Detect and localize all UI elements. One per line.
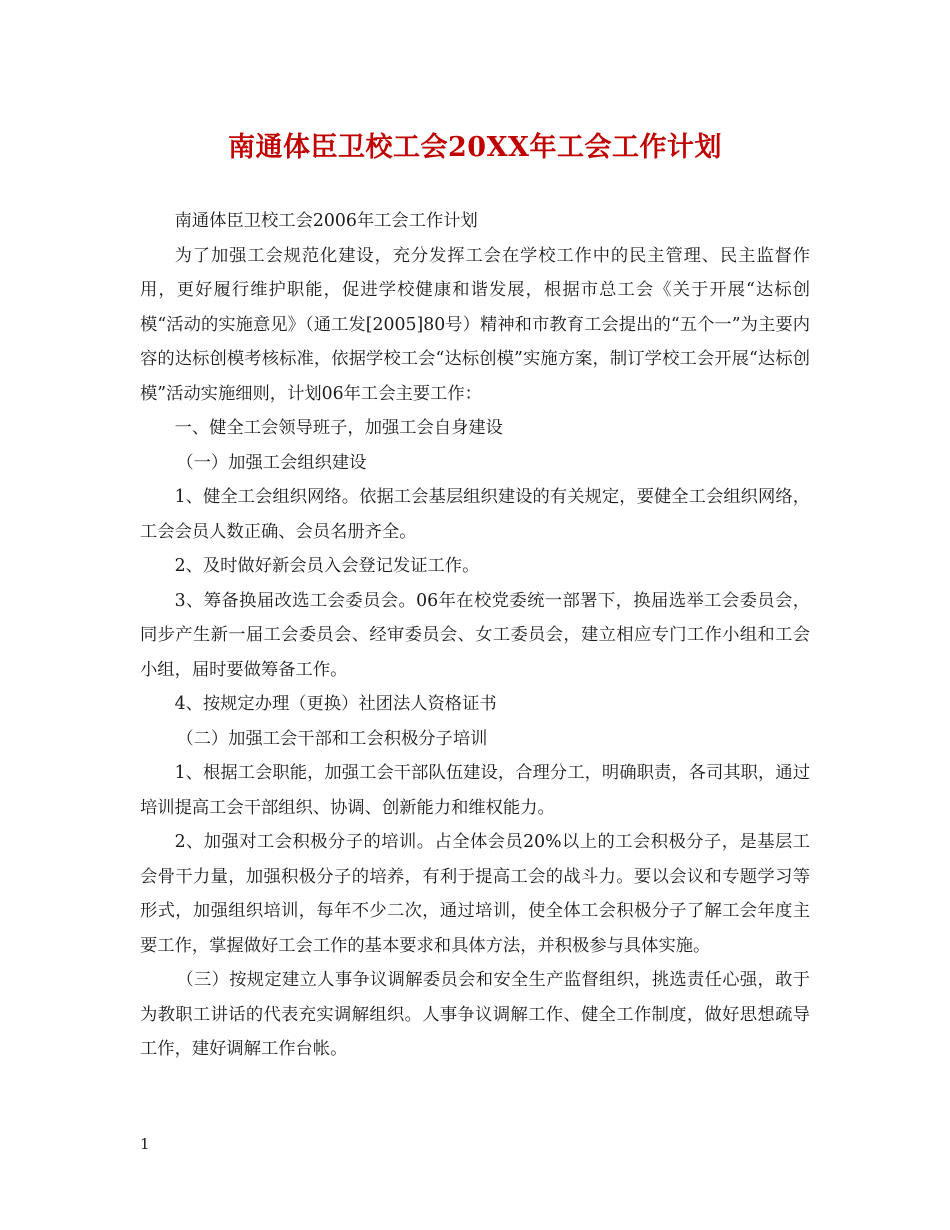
heading-section-1: 一、健全工会领导班子，加强工会自身建设 [174,418,503,438]
paragraph-item-1-4: 4、按规定办理（更换）社团法人资格证书 [174,694,497,714]
heading-subsection-1: （一）加强工会组织建设 [176,452,367,473]
paragraph-item-2-2: 2、加强对工会积极分子的培训。占全体会员20%以上的工会积极分子，是基层工会骨干力量，加强积极分子的培养，有利于提高工会的战斗力。要以会议和专题学习等形式，加强组织培训，每年不少二次，通过培训，使全体工会积极分子了解工会年度主要工作，掌握做好工会工作的基本要求和具体方法，并积极参与具体实施。 [140,832,810,956]
page-number: 1 [140,1135,150,1153]
heading-subsection-3: （三）按规定建立人事争议调解委员会和安全生产监督组织，挑选责任心强，敢于为教职工讲话的代表充实调解组织。人事争议调解工作、健全工作制度，做好思想疏导工作，建好调解工作台帐。 [140,970,810,1059]
paragraph-item-2-1: 1、根据工会职能，加强工会干部队伍建设，合理分工，明确职责，各司其职，通过培训提高工会干部组织、协调、创新能力和维权能力。 [140,763,810,818]
paragraph-subtitle: 南通体臣卫校工会2006年工会工作计划 [174,211,478,231]
paragraph-item-1-2: 2、及时做好新会员入会登记发证工作。 [174,556,480,576]
heading-subsection-2: （二）加强工会干部和工会积极分子培训 [176,728,488,749]
paragraph-intro: 为了加强工会规范化建设，充分发挥工会在学校工作中的民主管理、民主监督作用，更好履行维护职能，促进学校健康和谐发展，根据市总工会《关于开展“达标创模“活动的实施意见》（通工发[2005]80号）精神和市教育工会提出的“五个一”为主要内容的达标创模考核标准，依据学校工会“达标创模”实施方案，制订学校工会开展“达标创模”活动实施细则，计划06年工会主要工作： [140,245,810,404]
paragraph-item-1-3: 3、筹备换届改选工会委员会。06年在校党委统一部署下，换届选举工会委员会，同步产生新一届工会委员会、经审委员会、女工委员会，建立相应专门工作小组和工会小组，届时要做筹备工作。 [140,590,810,680]
document-title: 南通体臣卫校工会20XX年工会工作计划 [228,132,722,163]
document-body [140,204,810,1067]
paragraph-item-1-1: 1、健全工会组织网络。依据工会基层组织建设的有关规定，要健全工会组织网络，工会会员人数正确、会员名册齐全。 [140,487,810,542]
